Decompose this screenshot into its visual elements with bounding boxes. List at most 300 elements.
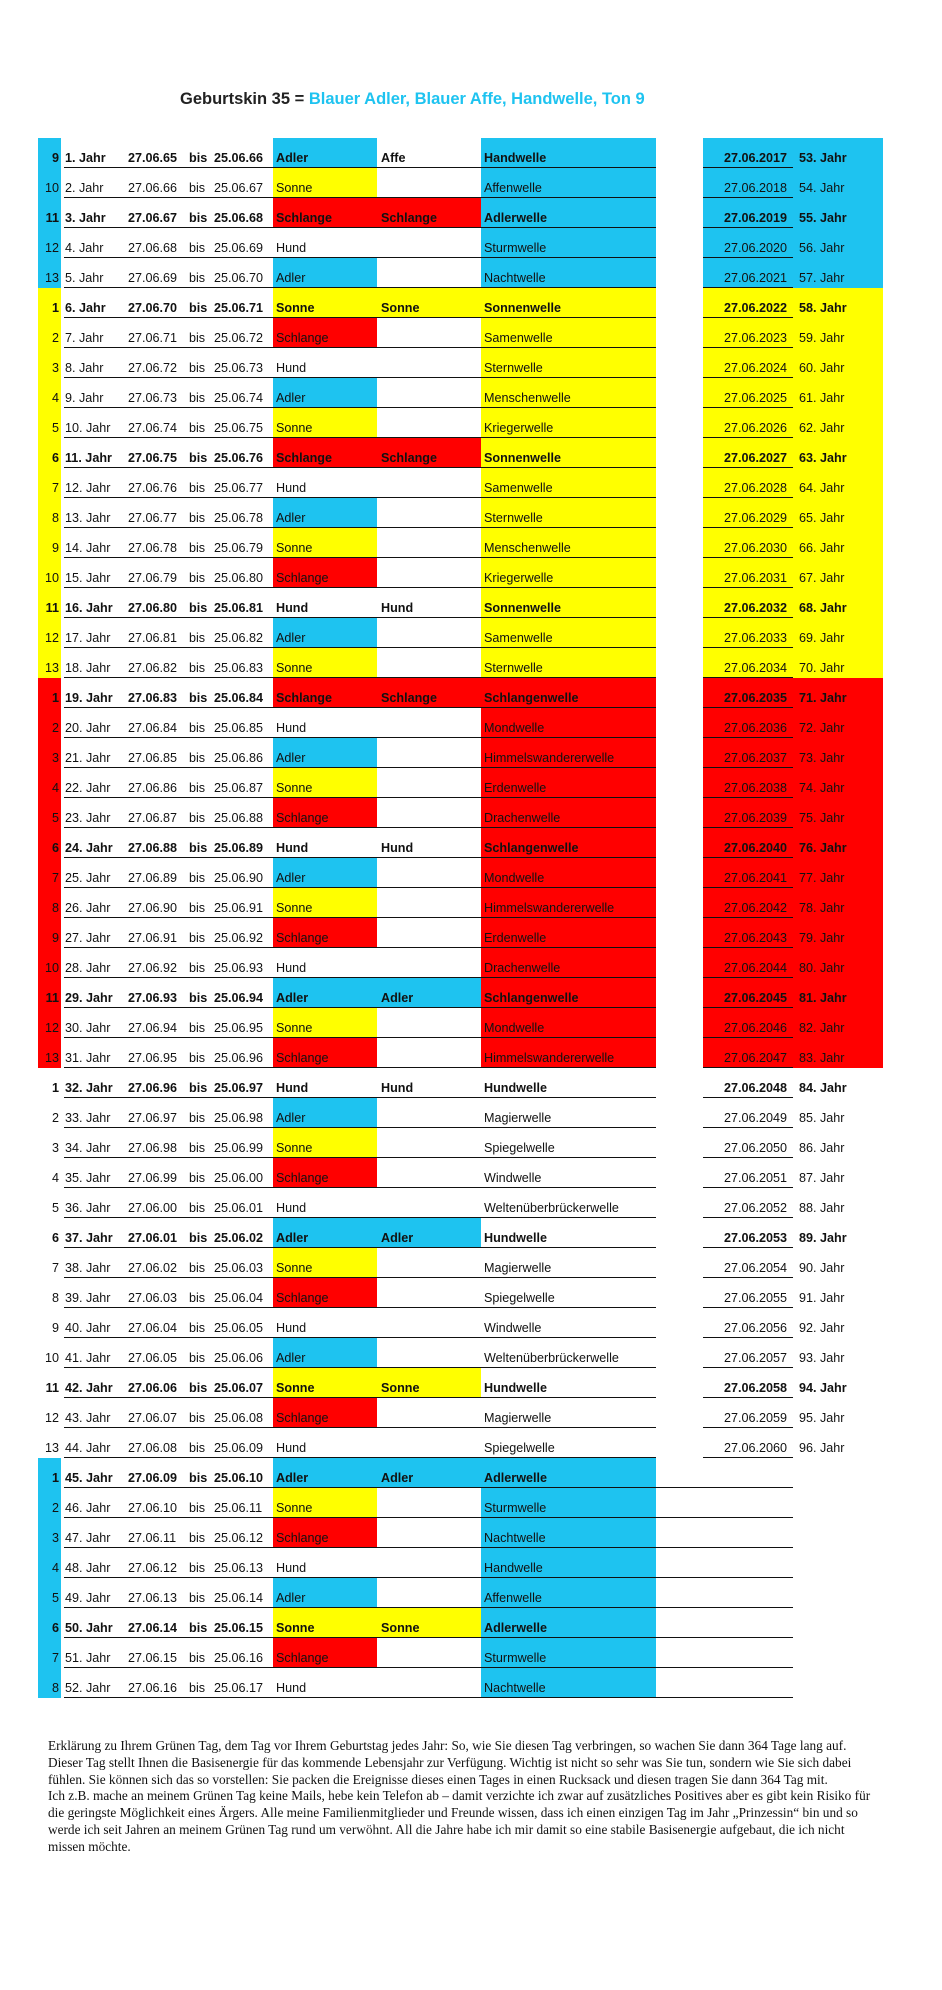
bis-cell: bis bbox=[189, 1231, 208, 1245]
welle-cell: Windwelle bbox=[484, 1321, 542, 1335]
row-divider bbox=[64, 1667, 481, 1668]
to-date-cell: 25.06.82 bbox=[214, 631, 264, 645]
future-year-cell: 63. Jahr bbox=[793, 438, 883, 468]
future-year-cell: 72. Jahr bbox=[793, 708, 883, 738]
welle-cell: Hundwelle bbox=[484, 1231, 547, 1245]
welle-cell: Weltenüberbrückerwelle bbox=[484, 1201, 619, 1215]
ton-cell: 3 bbox=[38, 738, 61, 768]
bis-cell: bis bbox=[189, 1501, 206, 1515]
welle-cell: Spiegelwelle bbox=[484, 1441, 555, 1455]
ton-cell: 2 bbox=[38, 1488, 61, 1518]
jahressiegel-cell: Sonne bbox=[377, 1608, 481, 1638]
future-year-cell: 73. Jahr bbox=[793, 738, 883, 768]
ton-cell: 2 bbox=[38, 318, 61, 348]
from-date-cell: 27.06.02 bbox=[128, 1261, 178, 1275]
tagessiegel-cell: Adler bbox=[273, 618, 377, 648]
ton-cell: 6 bbox=[38, 828, 61, 858]
year-cell: 25. Jahr bbox=[65, 871, 111, 885]
row-divider bbox=[481, 1307, 656, 1308]
row-divider bbox=[481, 287, 656, 288]
future-year-cell: 55. Jahr bbox=[793, 198, 883, 228]
table-row bbox=[0, 678, 942, 708]
year-cell: 22. Jahr bbox=[65, 781, 111, 795]
row-divider bbox=[656, 1667, 793, 1668]
row-divider bbox=[64, 1457, 481, 1458]
row-divider bbox=[481, 317, 656, 318]
row-divider bbox=[703, 1037, 793, 1038]
green-day-date-cell bbox=[703, 1518, 793, 1548]
row-divider bbox=[64, 437, 481, 438]
jahressiegel-cell bbox=[377, 1008, 481, 1038]
jahressiegel-cell: Adler bbox=[377, 1458, 481, 1488]
bis-cell: bis bbox=[189, 1261, 206, 1275]
green-day-date-cell: 27.06.2042 bbox=[703, 888, 793, 918]
ton-cell: 9 bbox=[38, 528, 61, 558]
year-cell: 34. Jahr bbox=[65, 1141, 111, 1155]
to-date-cell: 25.06.92 bbox=[214, 931, 264, 945]
jahressiegel-cell bbox=[377, 378, 481, 408]
to-date-cell: 25.06.13 bbox=[214, 1561, 264, 1575]
bis-cell: bis bbox=[189, 1081, 208, 1095]
tagessiegel-cell: Adler bbox=[273, 378, 377, 408]
tagessiegel-cell: Sonne bbox=[273, 408, 377, 438]
table-row bbox=[0, 528, 942, 558]
ton-cell: 9 bbox=[38, 918, 61, 948]
to-date-cell: 25.06.01 bbox=[214, 1201, 264, 1215]
ton-cell: 3 bbox=[51, 1141, 59, 1155]
green-day-date-cell: 27.06.2027 bbox=[703, 438, 793, 468]
green-day-date-cell: 27.06.2051 bbox=[723, 1171, 787, 1185]
row-divider bbox=[64, 287, 481, 288]
table-row bbox=[0, 1398, 942, 1428]
table-row bbox=[0, 1038, 942, 1068]
to-date-cell: 25.06.91 bbox=[214, 901, 264, 915]
row-divider bbox=[481, 1187, 656, 1188]
jahressiegel-cell bbox=[377, 1158, 481, 1188]
green-day-date-cell: 27.06.2037 bbox=[703, 738, 793, 768]
year-cell: 28. Jahr bbox=[65, 961, 111, 975]
to-date-cell: 25.06.76 bbox=[214, 451, 264, 465]
jahressiegel-cell bbox=[377, 498, 481, 528]
tagessiegel-cell: Schlange bbox=[273, 1278, 377, 1308]
table-row bbox=[0, 288, 942, 318]
year-cell: 13. Jahr bbox=[65, 511, 111, 525]
row-divider bbox=[481, 1667, 656, 1668]
green-day-date-cell: 27.06.2059 bbox=[723, 1411, 787, 1425]
future-year-cell: 53. Jahr bbox=[793, 138, 883, 168]
ton-cell: 8 bbox=[38, 498, 61, 528]
green-day-date-cell: 27.06.2028 bbox=[703, 468, 793, 498]
row-divider bbox=[703, 1457, 793, 1458]
row-divider bbox=[703, 1097, 793, 1098]
jahressiegel-cell bbox=[377, 1668, 481, 1698]
ton-cell: 12 bbox=[38, 1008, 61, 1038]
table-row bbox=[0, 588, 942, 618]
row-divider bbox=[481, 1277, 656, 1278]
future-year-cell: 58. Jahr bbox=[793, 288, 883, 318]
table-row bbox=[0, 1428, 942, 1458]
ton-cell: 6 bbox=[38, 438, 61, 468]
ton-cell: 13 bbox=[38, 258, 61, 288]
row-divider bbox=[64, 1637, 481, 1638]
future-year-cell: 68. Jahr bbox=[793, 588, 883, 618]
row-divider bbox=[656, 1487, 793, 1488]
row-divider bbox=[64, 887, 481, 888]
welle-cell: Schlangenwelle bbox=[481, 678, 656, 708]
row-divider bbox=[703, 167, 793, 168]
tagessiegel-cell: Sonne bbox=[273, 288, 377, 318]
row-divider bbox=[64, 1067, 481, 1068]
green-day-date-cell bbox=[703, 1638, 793, 1668]
welle-cell: Schlangenwelle bbox=[481, 978, 656, 1008]
row-divider bbox=[64, 827, 481, 828]
year-cell: 27. Jahr bbox=[65, 931, 111, 945]
jahressiegel-cell bbox=[377, 918, 481, 948]
welle-cell: Affenwelle bbox=[481, 1578, 656, 1608]
tagessiegel-cell: Hund bbox=[276, 361, 307, 375]
welle-cell: Menschenwelle bbox=[481, 528, 656, 558]
table-row bbox=[0, 498, 942, 528]
bis-cell: bis bbox=[189, 211, 208, 225]
welle-cell: Sternwelle bbox=[481, 348, 656, 378]
from-date-cell: 27.06.96 bbox=[128, 1081, 178, 1095]
to-date-cell: 25.06.78 bbox=[214, 511, 264, 525]
tagessiegel-cell: Schlange bbox=[273, 678, 377, 708]
future-year-cell: 76. Jahr bbox=[793, 828, 883, 858]
row-divider bbox=[703, 1367, 793, 1368]
jahressiegel-cell bbox=[377, 1098, 481, 1128]
tagessiegel-cell: Adler bbox=[273, 498, 377, 528]
future-year-cell: 69. Jahr bbox=[793, 618, 883, 648]
future-year-cell bbox=[793, 1458, 883, 1488]
jahressiegel-cell bbox=[377, 468, 481, 498]
future-year-cell: 90. Jahr bbox=[799, 1261, 845, 1275]
year-cell: 42. Jahr bbox=[65, 1381, 113, 1395]
tagessiegel-cell: Schlange bbox=[273, 1398, 377, 1428]
row-divider bbox=[703, 347, 793, 348]
tagessiegel-cell: Sonne bbox=[273, 1008, 377, 1038]
row-divider bbox=[64, 1577, 481, 1578]
jahressiegel-cell bbox=[377, 1248, 481, 1278]
explanation-paragraph-2: Ich z.B. mache an meinem Grünen Tag keine Mails, hebe kein Telefon ab – damit verzichte ich zwar auf zusätzliches Positives aber es gibt kein Risiko für die geringste Möglichkeit eines Ärgers. Alle meine Familienmitglieder und Freunde wissen, dass ich einen einzigen Tag im Jahr „Prinzessin“ bin und so werde ich seit Jahren an meinem Grünen Tag rund um verwöhnt. All die Jahre habe ich mir damit so eine stabile Basisenergie aufgebaut, die ich nicht missen möchte. bbox=[48, 1788, 871, 1854]
green-day-date-cell: 27.06.2044 bbox=[703, 948, 793, 978]
table-row bbox=[0, 1338, 942, 1368]
year-cell: 21. Jahr bbox=[65, 751, 111, 765]
table-row bbox=[0, 1098, 942, 1128]
green-day-date-cell bbox=[703, 1668, 793, 1698]
year-cell: 37. Jahr bbox=[65, 1231, 113, 1245]
year-cell: 7. Jahr bbox=[65, 331, 104, 345]
year-cell: 4. Jahr bbox=[65, 241, 104, 255]
to-date-cell: 25.06.66 bbox=[214, 151, 264, 165]
row-divider bbox=[481, 827, 656, 828]
to-date-cell: 25.06.16 bbox=[214, 1651, 264, 1665]
tagessiegel-cell: Sonne bbox=[273, 648, 377, 678]
row-divider bbox=[481, 1007, 656, 1008]
year-cell: 38. Jahr bbox=[65, 1261, 111, 1275]
tagessiegel-cell: Schlange bbox=[273, 198, 377, 228]
year-cell: 1. Jahr bbox=[65, 151, 106, 165]
year-cell: 23. Jahr bbox=[65, 811, 111, 825]
row-divider bbox=[64, 1097, 481, 1098]
ton-cell: 8 bbox=[38, 888, 61, 918]
row-divider bbox=[481, 407, 656, 408]
from-date-cell: 27.06.89 bbox=[128, 871, 178, 885]
jahressiegel-cell: Adler bbox=[377, 1218, 481, 1248]
from-date-cell: 27.06.79 bbox=[128, 571, 178, 585]
from-date-cell: 27.06.03 bbox=[128, 1291, 178, 1305]
row-divider bbox=[703, 857, 793, 858]
green-day-date-cell: 27.06.2029 bbox=[703, 498, 793, 528]
green-day-date-cell: 27.06.2030 bbox=[703, 528, 793, 558]
table-row bbox=[0, 1278, 942, 1308]
row-divider bbox=[481, 1217, 656, 1218]
to-date-cell: 25.06.10 bbox=[214, 1471, 264, 1485]
to-date-cell: 25.06.97 bbox=[214, 1081, 264, 1095]
tagessiegel-cell: Hund bbox=[276, 481, 307, 495]
jahressiegel-cell: Hund bbox=[381, 841, 414, 855]
from-date-cell: 27.06.92 bbox=[128, 961, 178, 975]
row-divider bbox=[481, 497, 656, 498]
table-row bbox=[0, 558, 942, 588]
year-cell: 36. Jahr bbox=[65, 1201, 111, 1215]
ton-cell: 1 bbox=[51, 1081, 59, 1095]
bis-cell: bis bbox=[189, 781, 206, 795]
row-divider bbox=[481, 1607, 656, 1608]
from-date-cell: 27.06.97 bbox=[128, 1111, 178, 1125]
green-day-date-cell: 27.06.2032 bbox=[703, 588, 793, 618]
table-row bbox=[0, 858, 942, 888]
future-year-cell: 65. Jahr bbox=[793, 498, 883, 528]
bis-cell: bis bbox=[189, 1471, 208, 1485]
from-date-cell: 27.06.72 bbox=[128, 361, 178, 375]
jahressiegel-cell bbox=[377, 1128, 481, 1158]
future-year-cell: 89. Jahr bbox=[799, 1231, 847, 1245]
bis-cell: bis bbox=[189, 1591, 206, 1605]
to-date-cell: 25.06.87 bbox=[214, 781, 264, 795]
row-divider bbox=[64, 797, 481, 798]
green-day-date-cell: 27.06.2022 bbox=[703, 288, 793, 318]
row-divider bbox=[64, 467, 481, 468]
jahressiegel-cell bbox=[377, 228, 481, 258]
tagessiegel-cell: Hund bbox=[276, 1081, 309, 1095]
row-divider bbox=[64, 1547, 481, 1548]
ton-cell: 8 bbox=[51, 1291, 59, 1305]
welle-cell: Adlerwelle bbox=[481, 1458, 656, 1488]
green-day-date-cell: 27.06.2049 bbox=[723, 1111, 787, 1125]
bis-cell: bis bbox=[189, 571, 206, 585]
table-row bbox=[0, 1218, 942, 1248]
row-divider bbox=[703, 1277, 793, 1278]
year-cell: 52. Jahr bbox=[65, 1681, 111, 1695]
jahressiegel-cell: Schlange bbox=[377, 438, 481, 468]
row-divider bbox=[64, 527, 481, 528]
row-divider bbox=[481, 557, 656, 558]
row-divider bbox=[481, 947, 656, 948]
table-row bbox=[0, 408, 942, 438]
table-row bbox=[0, 348, 942, 378]
welle-cell: Handwelle bbox=[481, 138, 656, 168]
from-date-cell: 27.06.98 bbox=[128, 1141, 178, 1155]
future-year-cell: 70. Jahr bbox=[793, 648, 883, 678]
to-date-cell: 25.06.68 bbox=[214, 211, 264, 225]
row-divider bbox=[481, 197, 656, 198]
row-divider bbox=[481, 1517, 656, 1518]
tagessiegel-cell: Hund bbox=[276, 721, 307, 735]
table-row bbox=[0, 468, 942, 498]
row-divider bbox=[481, 347, 656, 348]
year-cell: 32. Jahr bbox=[65, 1081, 113, 1095]
to-date-cell: 25.06.79 bbox=[214, 541, 264, 555]
bis-cell: bis bbox=[189, 691, 208, 705]
from-date-cell: 27.06.99 bbox=[128, 1171, 178, 1185]
green-day-date-cell: 27.06.2047 bbox=[703, 1038, 793, 1068]
row-divider bbox=[703, 317, 793, 318]
bis-cell: bis bbox=[189, 1021, 206, 1035]
welle-cell: Mondwelle bbox=[481, 708, 656, 738]
row-divider bbox=[703, 287, 793, 288]
bis-cell: bis bbox=[189, 991, 208, 1005]
jahressiegel-cell: Hund bbox=[381, 1081, 414, 1095]
future-year-cell: 81. Jahr bbox=[793, 978, 883, 1008]
table-row bbox=[0, 1068, 942, 1098]
welle-cell: Drachenwelle bbox=[481, 798, 656, 828]
from-date-cell: 27.06.16 bbox=[128, 1681, 178, 1695]
table-row bbox=[0, 1158, 942, 1188]
green-day-date-cell: 27.06.2054 bbox=[723, 1261, 787, 1275]
row-divider bbox=[481, 1097, 656, 1098]
from-date-cell: 27.06.09 bbox=[128, 1471, 178, 1485]
welle-cell: Sturmwelle bbox=[481, 1638, 656, 1668]
row-divider bbox=[64, 1427, 481, 1428]
green-day-date-cell: 27.06.2055 bbox=[723, 1291, 787, 1305]
to-date-cell: 25.06.81 bbox=[214, 601, 264, 615]
year-cell: 15. Jahr bbox=[65, 571, 111, 585]
welle-cell: Kriegerwelle bbox=[481, 408, 656, 438]
row-divider bbox=[481, 1067, 656, 1068]
row-divider bbox=[64, 917, 481, 918]
tagessiegel-cell: Hund bbox=[276, 241, 307, 255]
bis-cell: bis bbox=[189, 721, 206, 735]
future-year-cell: 85. Jahr bbox=[799, 1111, 845, 1125]
table-row bbox=[0, 1578, 942, 1608]
from-date-cell: 27.06.80 bbox=[128, 601, 178, 615]
year-cell: 16. Jahr bbox=[65, 601, 113, 615]
future-year-cell: 88. Jahr bbox=[799, 1201, 845, 1215]
table-row bbox=[0, 918, 942, 948]
table-row bbox=[0, 228, 942, 258]
future-year-cell: 83. Jahr bbox=[793, 1038, 883, 1068]
bis-cell: bis bbox=[189, 1441, 206, 1455]
ton-cell: 13 bbox=[38, 648, 61, 678]
row-divider bbox=[481, 677, 656, 678]
year-cell: 46. Jahr bbox=[65, 1501, 111, 1515]
welle-cell: Himmelswandererwelle bbox=[481, 738, 656, 768]
bis-cell: bis bbox=[189, 301, 208, 315]
row-divider bbox=[481, 1457, 656, 1458]
year-cell: 12. Jahr bbox=[65, 481, 111, 495]
row-divider bbox=[656, 1517, 793, 1518]
row-divider bbox=[481, 437, 656, 438]
ton-cell: 9 bbox=[51, 1321, 59, 1335]
row-divider bbox=[64, 1367, 481, 1368]
row-divider bbox=[64, 377, 481, 378]
welle-cell: Magierwelle bbox=[484, 1111, 552, 1125]
year-cell: 14. Jahr bbox=[65, 541, 111, 555]
to-date-cell: 25.06.06 bbox=[214, 1351, 264, 1365]
jahressiegel-cell bbox=[377, 1638, 481, 1668]
jahressiegel-cell bbox=[377, 168, 481, 198]
row-divider bbox=[481, 737, 656, 738]
welle-cell: Himmelswandererwelle bbox=[481, 1038, 656, 1068]
bis-cell: bis bbox=[189, 421, 206, 435]
row-divider bbox=[64, 1157, 481, 1158]
table-row bbox=[0, 1548, 942, 1578]
to-date-cell: 25.06.07 bbox=[214, 1381, 264, 1395]
row-divider bbox=[64, 1487, 481, 1488]
row-divider bbox=[481, 587, 656, 588]
ton-cell: 12 bbox=[38, 618, 61, 648]
welle-cell: Adlerwelle bbox=[481, 1608, 656, 1638]
tagessiegel-cell: Hund bbox=[276, 961, 307, 975]
from-date-cell: 27.06.90 bbox=[128, 901, 178, 915]
year-cell: 8. Jahr bbox=[65, 361, 104, 375]
ton-cell: 4 bbox=[38, 378, 61, 408]
row-divider bbox=[481, 977, 656, 978]
tagessiegel-cell: Hund bbox=[276, 1681, 307, 1695]
jahressiegel-cell bbox=[377, 258, 481, 288]
jahressiegel-cell bbox=[377, 1518, 481, 1548]
table-row bbox=[0, 168, 942, 198]
green-day-date-cell: 27.06.2021 bbox=[703, 258, 793, 288]
from-date-cell: 27.06.05 bbox=[128, 1351, 178, 1365]
future-year-cell: 82. Jahr bbox=[793, 1008, 883, 1038]
ton-cell: 6 bbox=[51, 1231, 59, 1245]
welle-cell: Sturmwelle bbox=[481, 1488, 656, 1518]
welle-cell: Schlangenwelle bbox=[481, 828, 656, 858]
table-row bbox=[0, 798, 942, 828]
tagessiegel-cell: Adler bbox=[273, 1098, 377, 1128]
title-colored: Blauer Adler, Blauer Affe, Handwelle, Ton 9 bbox=[308, 90, 645, 108]
row-divider bbox=[703, 377, 793, 378]
from-date-cell: 27.06.81 bbox=[128, 631, 178, 645]
row-divider bbox=[64, 1337, 481, 1338]
from-date-cell: 27.06.14 bbox=[128, 1621, 178, 1635]
green-day-date-cell: 27.06.2050 bbox=[723, 1141, 787, 1155]
table-row bbox=[0, 1368, 942, 1398]
to-date-cell: 25.06.11 bbox=[214, 1501, 263, 1515]
to-date-cell: 25.06.89 bbox=[214, 841, 264, 855]
row-divider bbox=[656, 1637, 793, 1638]
future-year-cell bbox=[793, 1518, 883, 1548]
welle-cell: Hundwelle bbox=[484, 1081, 547, 1095]
to-date-cell: 25.06.03 bbox=[214, 1261, 264, 1275]
tagessiegel-cell: Adler bbox=[273, 138, 377, 168]
bis-cell: bis bbox=[189, 601, 208, 615]
jahressiegel-cell bbox=[377, 648, 481, 678]
welle-cell: Nachtwelle bbox=[481, 1668, 656, 1698]
from-date-cell: 27.06.87 bbox=[128, 811, 178, 825]
row-divider bbox=[481, 1157, 656, 1158]
row-divider bbox=[703, 587, 793, 588]
tagessiegel-cell: Hund bbox=[276, 1201, 307, 1215]
ton-cell: 5 bbox=[38, 798, 61, 828]
row-divider bbox=[64, 1697, 481, 1698]
row-divider bbox=[481, 1247, 656, 1248]
green-day-date-cell: 27.06.2053 bbox=[723, 1231, 787, 1245]
row-divider bbox=[481, 257, 656, 258]
tagessiegel-cell: Adler bbox=[273, 978, 377, 1008]
